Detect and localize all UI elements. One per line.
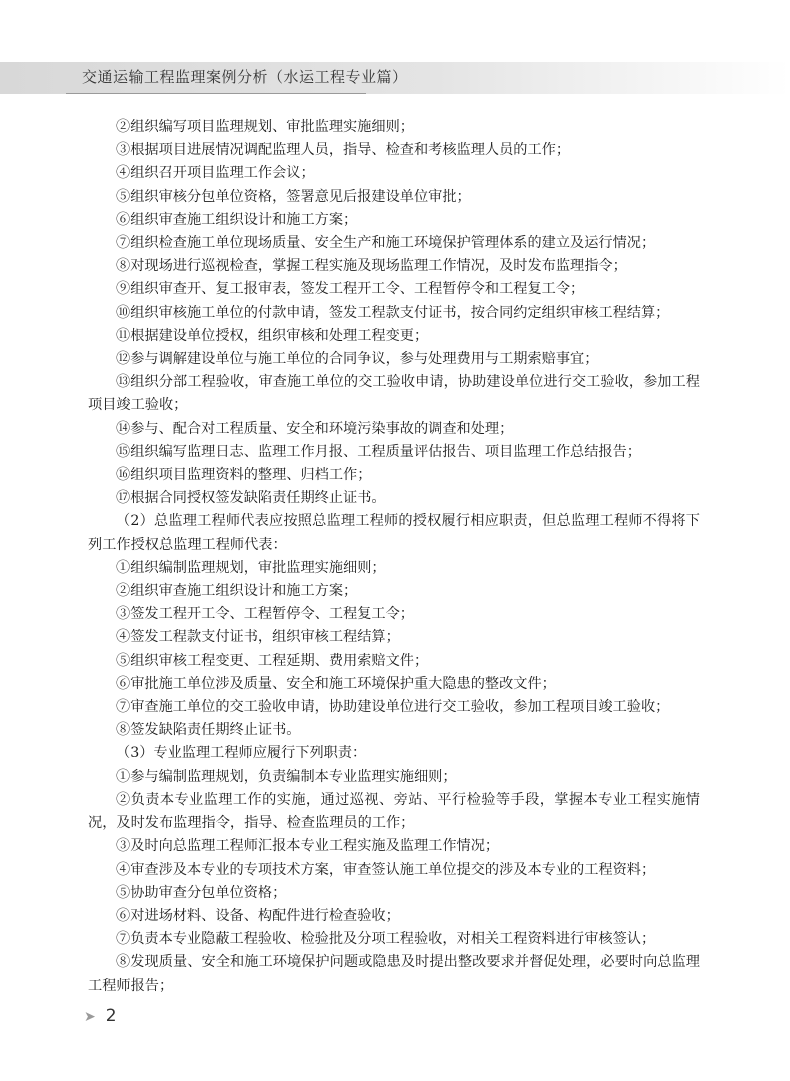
list-item: （3）专业监理工程师应履行下列职责： [116, 745, 367, 762]
list-item: ⑧对现场进行巡视检查，掌握工程实施及现场监理工作情况，及时发布监理指令； [116, 258, 627, 275]
header-divider [66, 93, 366, 94]
list-item: （2）总监理工程师代表应按照总监理工程师的授权履行相应职责，但总监理工程师不得将下列工作授权总监理工程师代表： [88, 513, 700, 553]
list-item: ③及时向总监理工程师汇报本专业工程实施及监理工作情况； [116, 838, 500, 855]
list-item: ④组织召开项目监理工作会议； [116, 165, 315, 182]
list-item: ⑦组织检查施工单位现场质量、安全生产和施工环境保护管理体系的建立及运行情况； [116, 235, 656, 252]
section-paragraph: ①组织编制监理规划，审批监理实施细则； [116, 559, 386, 576]
list-item: ⑥对进场材料、设备、构配件进行检查验收； [116, 907, 400, 924]
list-item: ⑪根据建设单位授权，组织审核和处理工程变更； [116, 327, 429, 344]
list-item: ②组织审查施工组织设计和施工方案； [116, 583, 358, 600]
list-item: ④审查涉及本专业的专项技术方案，审查签认施工单位提交的涉及本专业的工程资料； [116, 861, 656, 878]
page-number: 2 [105, 1006, 117, 1026]
chevron-right-icon: ➤ [84, 1009, 96, 1025]
running-header-title: 交通运输工程监理案例分析（水运工程专业篇） [82, 68, 408, 86]
list-item: ③签发工程开工令、工程暂停令、工程复工令； [116, 606, 414, 623]
list-item: ⑤组织审核分包单位资格，签署意见后报建设单位审批； [116, 188, 471, 205]
page-footer [84, 1006, 117, 1026]
list-item: ⑦审查施工单位的交工验收申请，协助建设单位进行交工验收，参加工程项目竣工验收； [116, 699, 670, 716]
page-body [88, 116, 700, 998]
list-item: ⑧签发缺陷责任期终止证书。 [116, 722, 301, 739]
list-item: ⑧发现质量、安全和施工环境保护问题或隐患及时提出整改要求并督促处理，必要时向总监理工程师报告； [88, 954, 700, 994]
list-item: ⑫参与调解建设单位与施工单位的合同争议，参与处理费用与工期索赔事宜； [116, 351, 599, 368]
list-item: ⑨组织审查开、复工报审表，签发工程开工令、工程暂停令和工程复工令； [116, 281, 585, 298]
list-item: ⑬组织分部工程验收，审查施工单位的交工验收申请，协助建设单位进行交工验收，参加工程项目竣工验收； [88, 374, 700, 414]
section-paragraph: ①参与编制监理规划，负责编制本专业监理实施细则； [116, 768, 457, 785]
list-item: ⑩组织审核施工单位的付款申请，签发工程款支付证书，按合同约定组织审核工程结算； [116, 304, 670, 321]
list-item: ⑤组织审核工程变更、工程延期、费用索赔文件； [116, 652, 429, 669]
list-item: ⑥组织审查施工组织设计和施工方案； [116, 211, 358, 228]
list-item: ④签发工程款支付证书，组织审核工程结算； [116, 629, 400, 646]
list-item: ②负责本专业监理工作的实施，通过巡视、旁站、平行检验等手段，掌握本专业工程实施情况，及时发布监理指令，指导、检查监理员的工作； [88, 791, 700, 832]
list-item: ⑥审批施工单位涉及质量、安全和施工环境保护重大隐患的整改文件； [116, 675, 556, 692]
list-item: ⑦负责本专业隐蔽工程验收、检验批及分项工程验收，对相关工程资料进行审核签认； [116, 931, 656, 948]
list-item: ②组织编写项目监理规划、审批监理实施细则； [116, 119, 414, 135]
list-item: ⑤协助审查分包单位资格； [116, 884, 287, 901]
list-item: ⑮组织编写监理日志、监理工作月报、工程质量评估报告、项目监理工作总结报告； [116, 443, 641, 460]
list-item: ⑯组织项目监理资料的整理、归档工作； [116, 467, 372, 484]
list-item: ⑰根据合同授权签发缺陷责任期终止证书。 [116, 490, 386, 507]
list-item: ⑭参与、配合对工程质量、安全和环境污染事故的调查和处理； [116, 420, 514, 437]
list-item: ③根据项目进展情况调配监理人员，指导、检查和考核监理人员的工作； [116, 142, 571, 159]
